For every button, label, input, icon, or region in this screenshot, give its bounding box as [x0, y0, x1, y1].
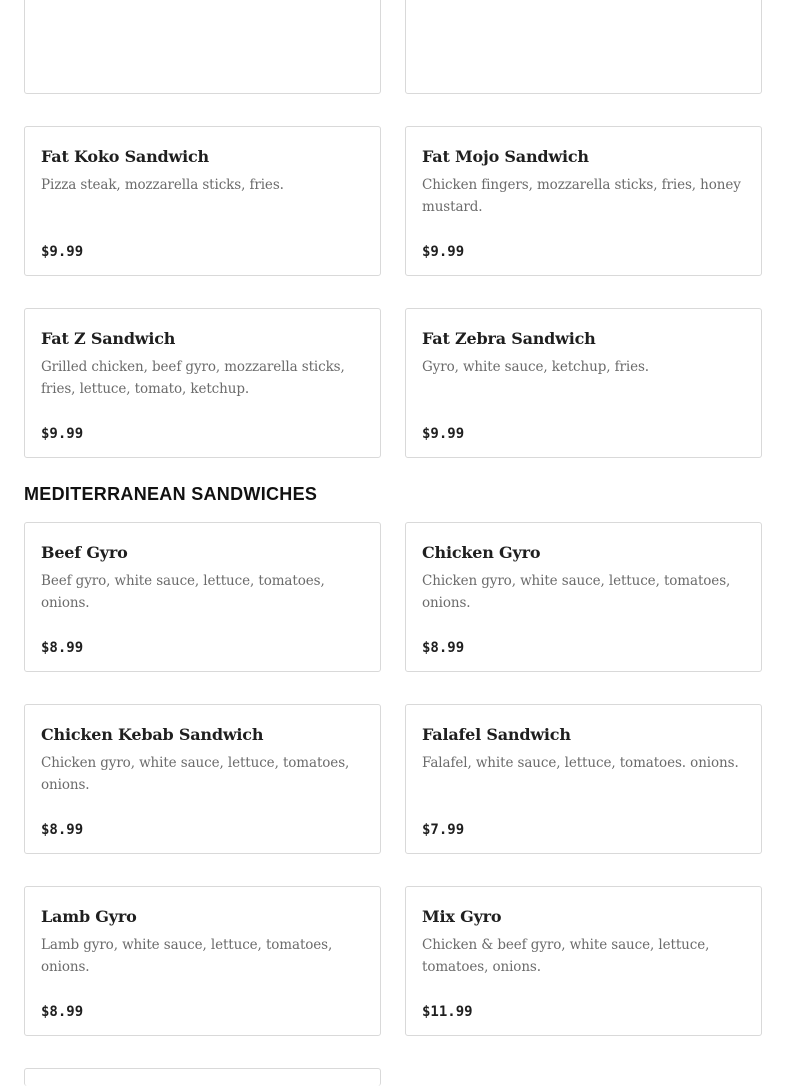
item-price: $8.99	[41, 640, 84, 656]
item-description: Lamb gyro, white sauce, lettuce, tomatoes, onions.	[41, 937, 333, 975]
item-name: Fat Z Sandwich	[41, 329, 176, 348]
item-name: Fat Zebra Sandwich	[422, 329, 596, 348]
item-description: Grilled chicken, beef gyro, mozzarella sticks, fries, lettuce, tomato, ketchup.	[41, 359, 345, 397]
menu-item-card[interactable]	[405, 0, 762, 94]
item-description: Falafel, white sauce, lettuce, tomatoes. onions.	[422, 755, 739, 771]
menu-item-card[interactable]	[405, 886, 762, 1036]
item-price: $7.99	[422, 822, 465, 838]
item-name: Mix Gyro	[422, 907, 502, 926]
item-description: Gyro, white sauce, ketchup, fries.	[422, 359, 649, 375]
item-price: $11.99	[422, 1004, 473, 1020]
item-name: Chicken Kebab Sandwich	[41, 725, 264, 744]
item-price: $9.99	[422, 244, 465, 260]
menu-item-card[interactable]	[24, 308, 381, 458]
item-description: Beef gyro, white sauce, lettuce, tomatoes, onions.	[41, 573, 325, 611]
item-price: $8.99	[41, 1004, 84, 1020]
menu-item-card[interactable]	[405, 522, 762, 672]
item-name: Falafel Sandwich	[422, 725, 571, 744]
menu-item-card[interactable]	[24, 522, 381, 672]
menu-item-card[interactable]	[405, 308, 762, 458]
item-price: $9.99	[41, 426, 84, 442]
item-price: $8.99	[41, 822, 84, 838]
item-name: Lamb Gyro	[41, 907, 137, 926]
menu-item-card[interactable]	[24, 126, 381, 276]
item-name: Fat Koko Sandwich	[41, 147, 209, 166]
menu-item-card[interactable]	[24, 1068, 381, 1086]
item-name: Chicken Gyro	[422, 543, 541, 562]
menu-item-card[interactable]	[24, 886, 381, 1036]
item-description: Chicken fingers, mozzarella sticks, fries, honey mustard.	[422, 177, 741, 215]
item-price: $9.99	[422, 426, 465, 442]
item-description: Chicken & beef gyro, white sauce, lettuce, tomatoes, onions.	[422, 937, 710, 975]
menu-item-card[interactable]	[405, 704, 762, 854]
item-price: $8.99	[422, 640, 465, 656]
menu-item-card[interactable]	[24, 0, 381, 94]
item-description: Chicken gyro, white sauce, lettuce, tomatoes, onions.	[422, 573, 731, 611]
item-name: Beef Gyro	[41, 543, 128, 562]
item-name: Fat Mojo Sandwich	[422, 147, 589, 166]
item-description: Pizza steak, mozzarella sticks, fries.	[41, 177, 284, 193]
section-title-mediterranean: MEDITERRANEAN SANDWICHES	[24, 484, 318, 504]
item-price: $9.99	[41, 244, 84, 260]
menu-item-card[interactable]	[24, 704, 381, 854]
menu-item-card[interactable]	[405, 126, 762, 276]
item-description: Chicken gyro, white sauce, lettuce, tomatoes, onions.	[41, 755, 350, 793]
